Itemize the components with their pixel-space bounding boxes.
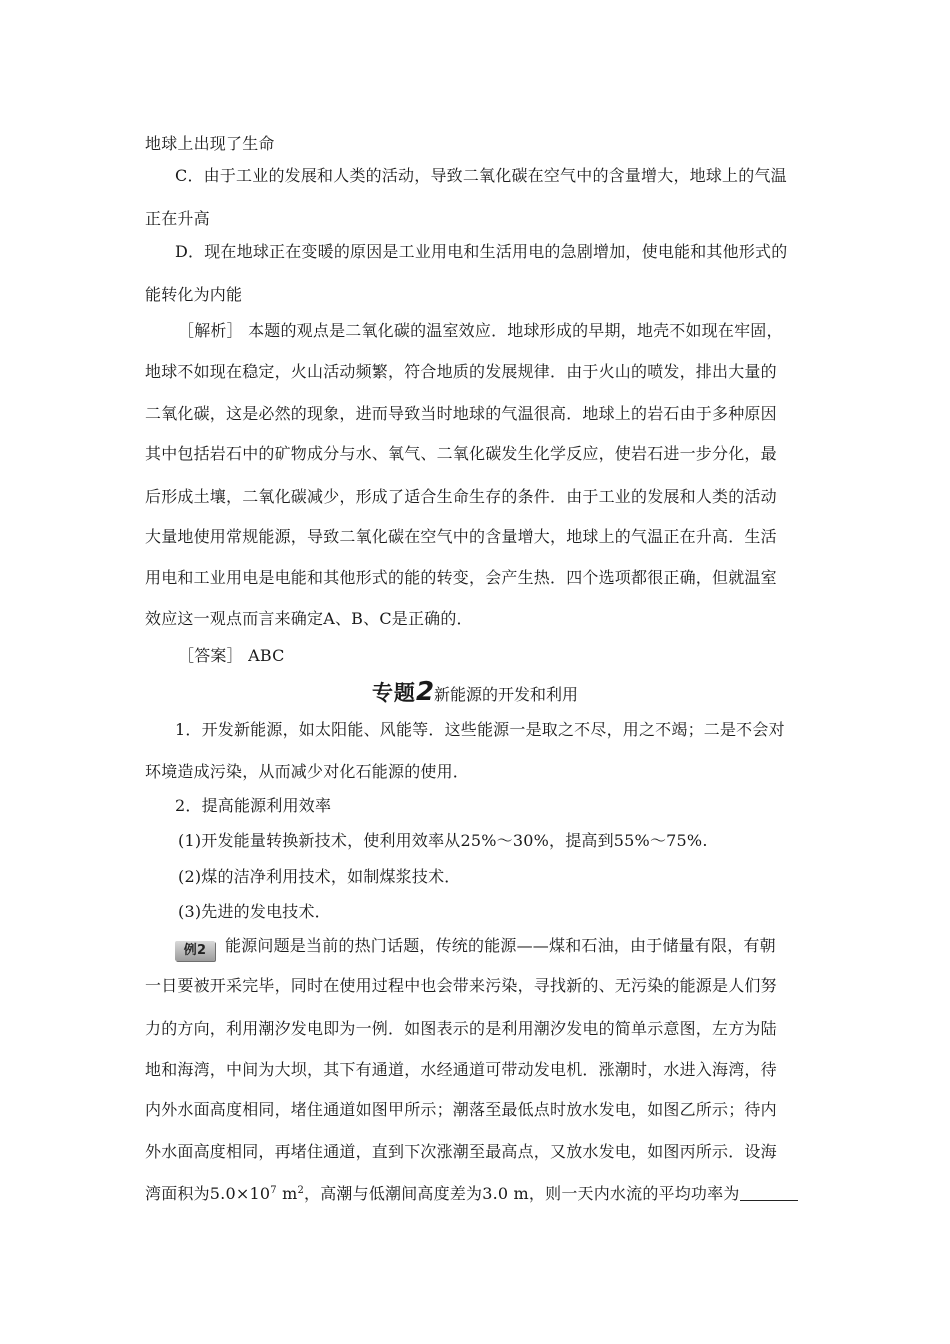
text-line: 地和海湾，中间为大坝，其下有通道，水经通道可带动发电机．涨潮时，水进入海湾，待	[145, 1060, 777, 1079]
example-text: 能源问题是当前的热门话题，传统的能源——煤和石油，由于储量有限，有朝	[225, 936, 776, 955]
heading-number: 2	[415, 677, 435, 707]
list-item: (3)先进的发电技术．	[178, 902, 331, 921]
option-d: D．现在地球正在变暖的原因是工业用电和生活用电的急剧增加，使电能和其他形式的	[175, 242, 788, 261]
answer-blank	[740, 1186, 798, 1201]
text-line: 后形成土壤，二氧化碳减少，形成了适合生命生存的条件．由于工业的发展和人类的活动	[145, 487, 777, 506]
example-badge: 例2	[175, 941, 215, 961]
text-line: 大量地使用常规能源，导致二氧化碳在空气中的含量增大，地球上的气温正在升高．生活	[145, 527, 777, 546]
text-fragment: m	[276, 1184, 298, 1203]
text-line: 1．开发新能源，如太阳能、风能等．这些能源一是取之不尽，用之不竭；二是不会对	[175, 720, 785, 739]
exponent: 7	[270, 1185, 277, 1196]
answer-line: ［答案］ ABC	[178, 646, 285, 665]
text-fragment: 湾面积为5.0×10	[145, 1184, 271, 1203]
text-line: 力的方向，利用潮汐发电即为一例．如图表示的是利用潮汐发电的简单示意图，左方为陆	[145, 1019, 777, 1038]
text-line: 内外水面高度相同，堵住通道如图甲所示；潮落至最低点时放水发电，如图乙所示；待内	[145, 1100, 777, 1119]
list-item: (2)煤的洁净利用技术，如制煤浆技术．	[178, 867, 461, 886]
text-line: 2．提高能源利用效率	[175, 796, 332, 815]
text-line: 效应这一观点而言来确定A、B、C是正确的．	[145, 609, 473, 628]
heading-text: 新能源的开发和利用	[434, 685, 579, 704]
text-line: 正在升高	[145, 209, 210, 228]
text-line: 地球不如现在稳定，火山活动频繁，符合地质的发展规律．由于火山的喷发，排出大量的	[145, 362, 777, 381]
section-heading	[0, 677, 950, 707]
analysis-label-line: ［解析］ 本题的观点是二氧化碳的温室效应．地球形成的早期，地壳不如现在牢固，	[178, 321, 783, 340]
text-line: 能转化为内能	[145, 285, 243, 304]
text-line: 用电和工业用电是电能和其他形式的能的转变，会产生热．四个选项都很正确，但就温室	[145, 568, 777, 587]
text-line: 一日要被开采完毕，同时在使用过程中也会带来污染，寻找新的、无污染的能源是人们努	[145, 976, 777, 995]
text-line: 地球上出现了生命	[145, 134, 275, 153]
example-line	[175, 933, 776, 961]
text-line: 其中包括岩石中的矿物成分与水、氧气、二氧化碳发生化学反应，使岩石进一步分化，最	[145, 444, 777, 463]
list-item: (1)开发能量转换新技术，使利用效率从25%～30%，提高到55%～75%.	[178, 831, 708, 850]
text-line: 环境造成污染，从而减少对化石能源的使用．	[145, 762, 470, 781]
text-fragment: ，高潮与低潮间高度差为3.0 m，则一天内水流的平均功率为	[304, 1184, 740, 1203]
text-line: 二氧化碳，这是必然的现象，进而导致当时地球的气温很高．地球上的岩石由于多种原因	[145, 404, 777, 423]
heading-prefix: 专题	[371, 681, 416, 705]
text-line	[145, 1181, 798, 1204]
exponent: 2	[297, 1185, 305, 1196]
option-c: C．由于工业的发展和人类的活动，导致二氧化碳在空气中的含量增大，地球上的气温	[175, 166, 787, 185]
text-line: 外水面高度相同，再堵住通道，直到下次涨潮至最高点，又放水发电，如图丙所示．设海	[145, 1142, 777, 1161]
